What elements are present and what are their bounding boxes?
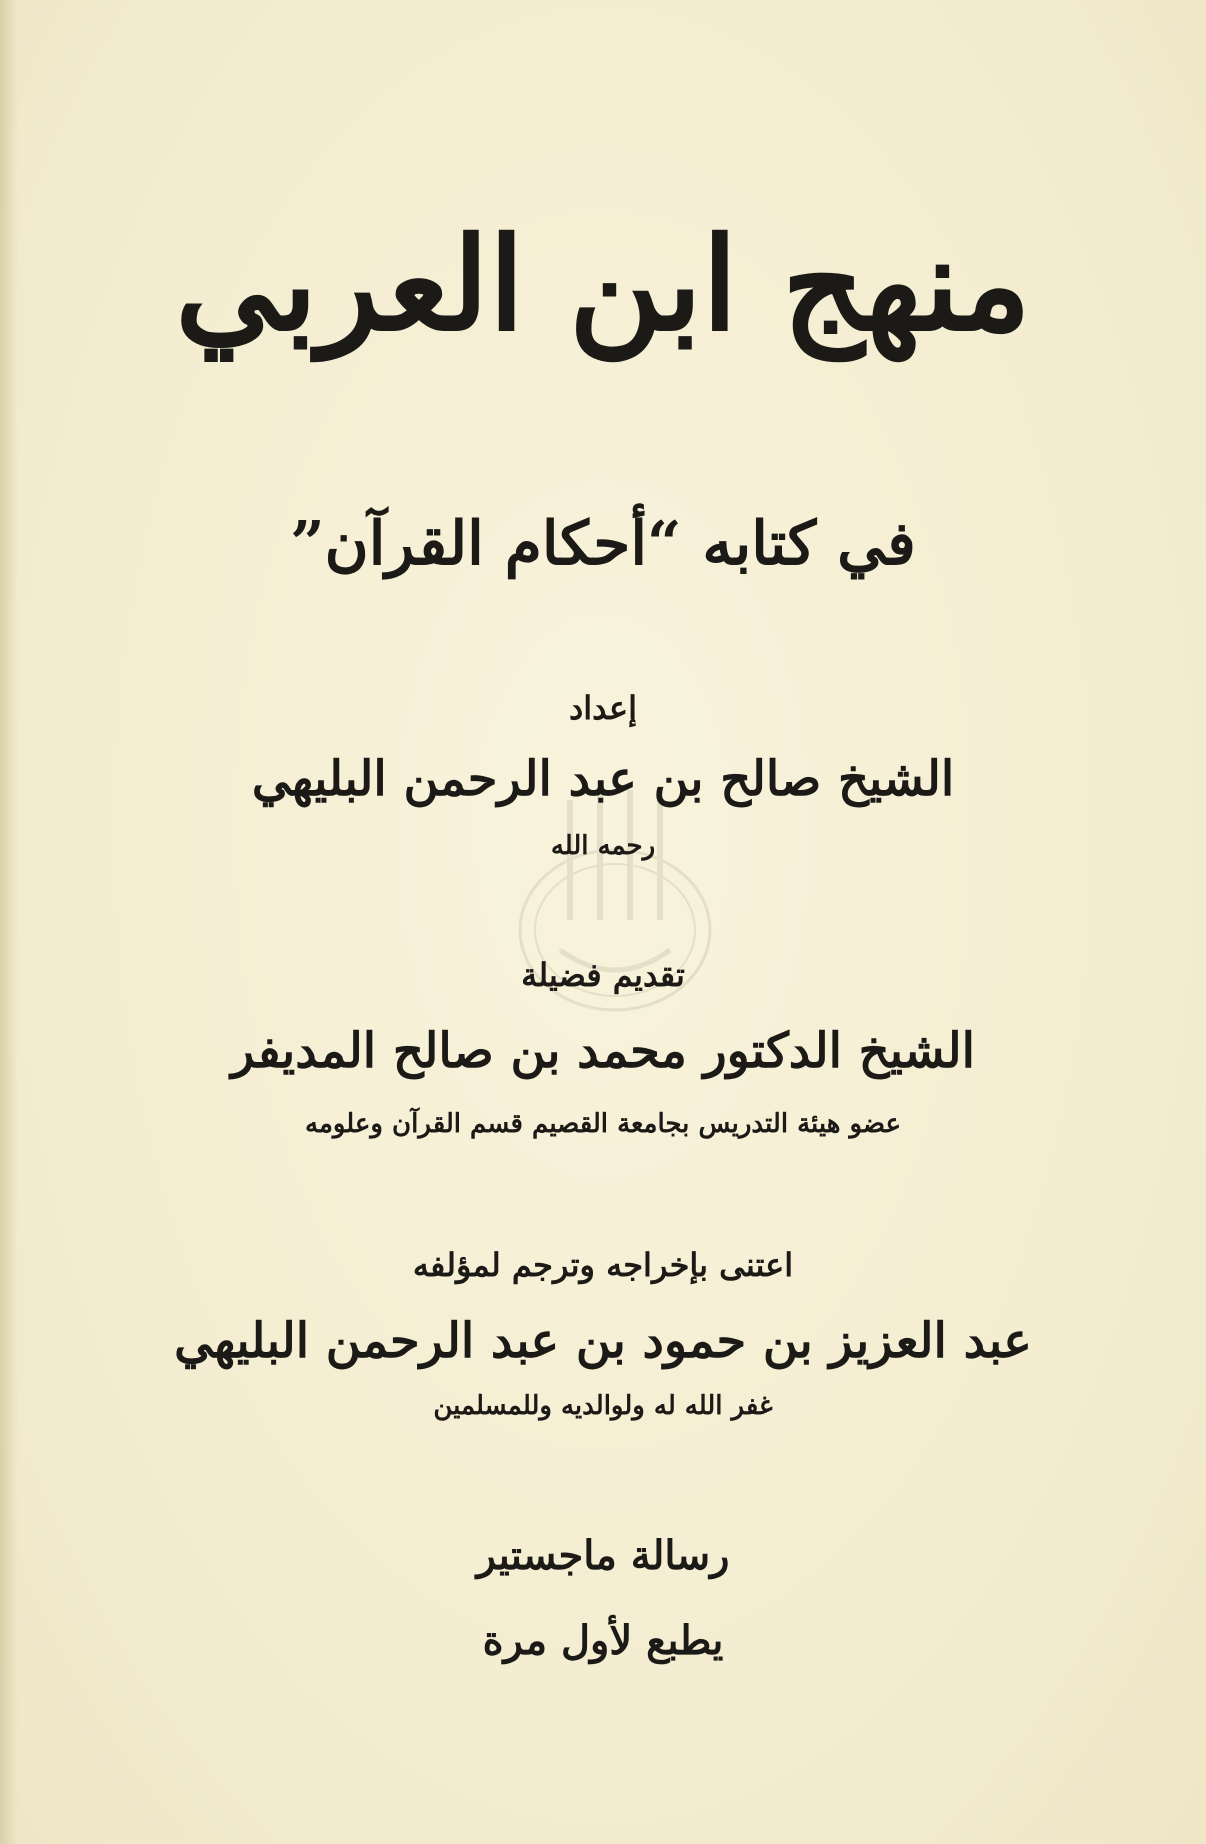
book-title: منهج ابن العربي — [175, 210, 1031, 360]
author-prayer: رحمه الله — [550, 831, 656, 861]
foreword-label: تقديم فضيلة — [521, 956, 685, 994]
author-name: الشيخ صالح بن عبد الرحمن البليهي — [251, 751, 955, 807]
edited-by-label: اعتنى بإخراجه وترجم لمؤلفه — [412, 1246, 794, 1284]
library-seal-watermark — [500, 780, 730, 1040]
foreword-position: عضو هيئة التدريس بجامعة القصيم قسم القرآن وعلومه — [305, 1109, 901, 1139]
foreword-name: الشيخ الدكتور محمد بن صالح المديفر — [231, 1023, 975, 1079]
editor-name: عبد العزيز بن حمود بن عبد الرحمن البليهي — [174, 1313, 1032, 1369]
edition-note: يطبع لأول مرة — [482, 1617, 724, 1664]
prepared-by-label: إعداد — [569, 689, 637, 727]
book-subtitle: في كتابه “أحكام القرآن” — [290, 509, 916, 579]
editor-prayer: غفر الله له ولوالديه وللمسلمين — [433, 1391, 773, 1421]
thesis-note: رسالة ماجستير — [476, 1532, 730, 1579]
